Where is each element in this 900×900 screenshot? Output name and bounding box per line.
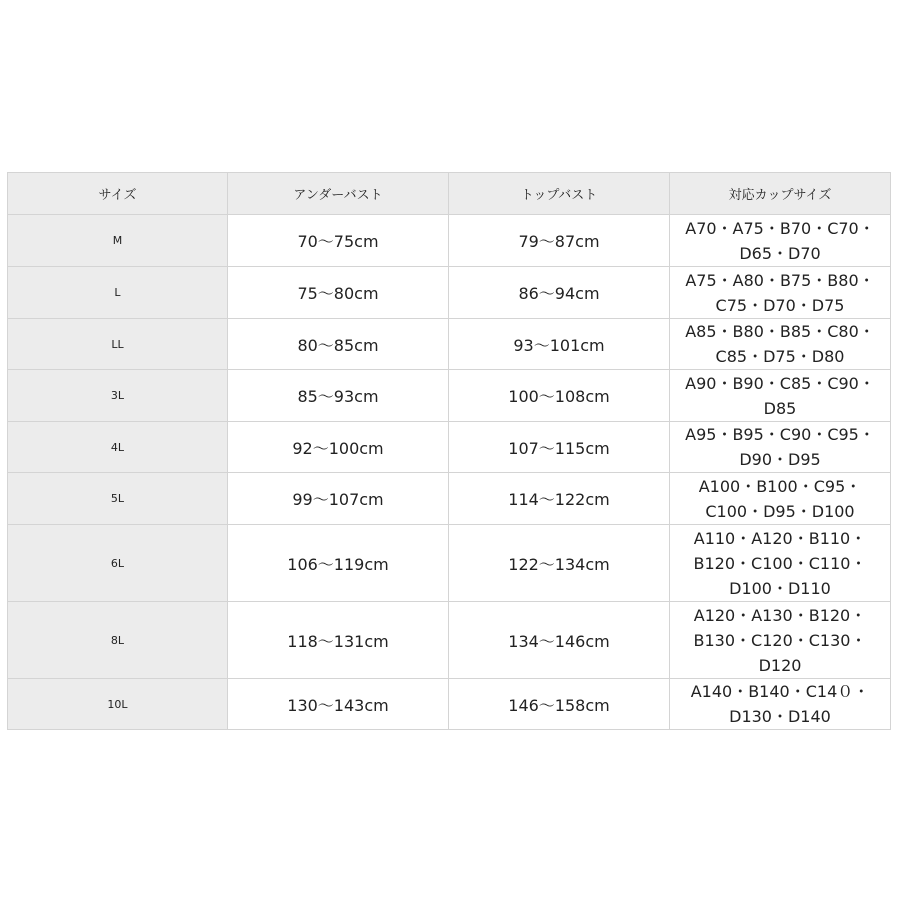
table-row — [8, 267, 891, 319]
under-bust-cell: 130～143cm — [228, 679, 449, 730]
under-bust-cell: 75～80cm — [228, 267, 449, 319]
top-bust-cell: 122～134cm — [449, 525, 670, 602]
size-cell: LL — [8, 319, 228, 370]
table-row — [8, 319, 891, 370]
table-row — [8, 525, 891, 602]
table-row — [8, 473, 891, 525]
cup-sizes-cell: A85・B80・B85・C80・C85・D75・D80 — [670, 319, 891, 370]
table-row — [8, 370, 891, 422]
under-bust-cell: 99～107cm — [228, 473, 449, 525]
top-bust-cell: 114～122cm — [449, 473, 670, 525]
table-row — [8, 602, 891, 679]
size-cell: 8L — [8, 602, 228, 679]
top-bust-cell: 134～146cm — [449, 602, 670, 679]
size-cell: 10L — [8, 679, 228, 730]
header-under-bust: アンダーバスト — [228, 173, 449, 215]
size-cell: 5L — [8, 473, 228, 525]
cup-sizes-cell: A100・B100・C95・C100・D95・D100 — [670, 473, 891, 525]
under-bust-cell: 80～85cm — [228, 319, 449, 370]
size-cell: L — [8, 267, 228, 319]
header-row — [8, 173, 891, 215]
header-size: サイズ — [8, 173, 228, 215]
table-row — [8, 422, 891, 473]
cup-sizes-cell: A120・A130・B120・B130・C120・C130・D120 — [670, 602, 891, 679]
top-bust-cell: 100～108cm — [449, 370, 670, 422]
size-cell: 6L — [8, 525, 228, 602]
table-row — [8, 679, 891, 730]
top-bust-cell: 107～115cm — [449, 422, 670, 473]
size-cell: 4L — [8, 422, 228, 473]
table-row — [8, 215, 891, 267]
size-chart-table — [7, 172, 891, 730]
under-bust-cell: 106～119cm — [228, 525, 449, 602]
top-bust-cell: 79～87cm — [449, 215, 670, 267]
top-bust-cell: 146～158cm — [449, 679, 670, 730]
cup-sizes-cell: A95・B95・C90・C95・D90・D95 — [670, 422, 891, 473]
under-bust-cell: 118～131cm — [228, 602, 449, 679]
size-cell: M — [8, 215, 228, 267]
header-cup-sizes: 対応カップサイズ — [670, 173, 891, 215]
cup-sizes-cell: A75・A80・B75・B80・C75・D70・D75 — [670, 267, 891, 319]
top-bust-cell: 86～94cm — [449, 267, 670, 319]
cup-sizes-cell: A70・A75・B70・C70・D65・D70 — [670, 215, 891, 267]
size-cell: 3L — [8, 370, 228, 422]
under-bust-cell: 70～75cm — [228, 215, 449, 267]
under-bust-cell: 85～93cm — [228, 370, 449, 422]
cup-sizes-cell: A110・A120・B110・B120・C100・C110・D100・D110 — [670, 525, 891, 602]
under-bust-cell: 92～100cm — [228, 422, 449, 473]
cup-sizes-cell: A90・B90・C85・C90・D85 — [670, 370, 891, 422]
top-bust-cell: 93～101cm — [449, 319, 670, 370]
header-top-bust: トップバスト — [449, 173, 670, 215]
cup-sizes-cell: A140・B140・C14０・D130・D140 — [670, 679, 891, 730]
